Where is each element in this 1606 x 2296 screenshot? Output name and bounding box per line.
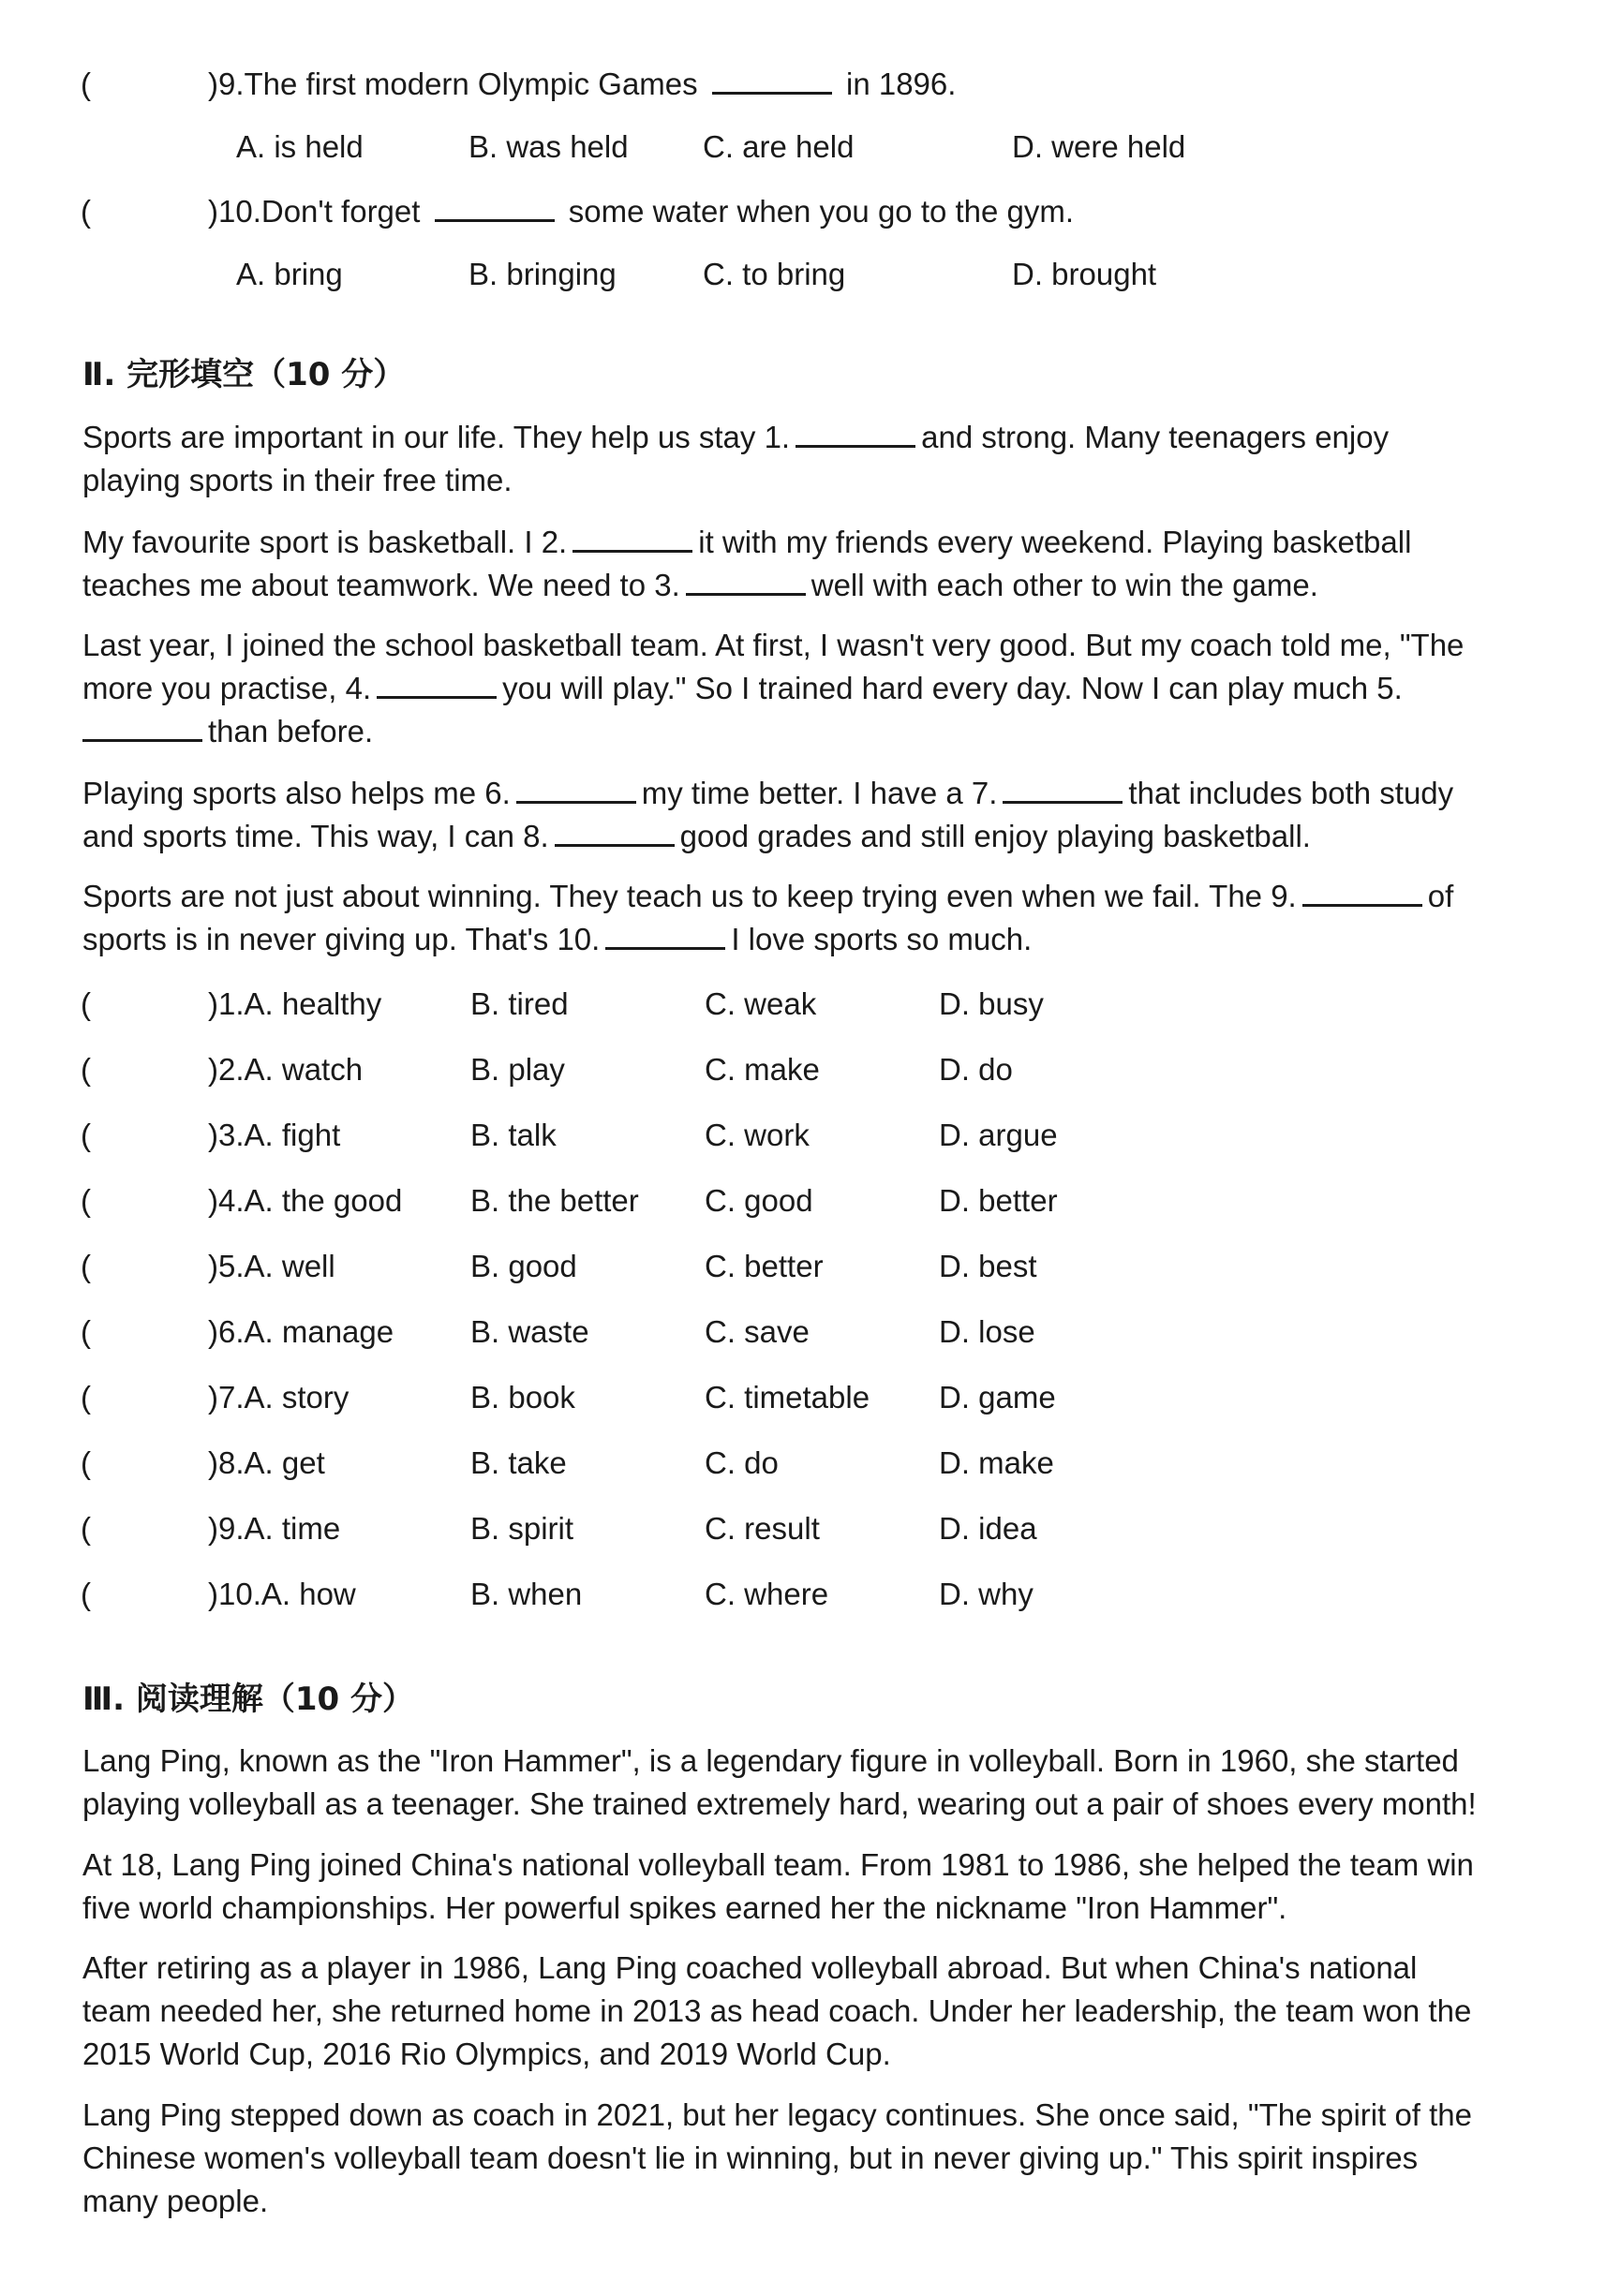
question-number: )10.: [208, 194, 261, 229]
option-c[interactable]: C. weak: [705, 986, 817, 1021]
option-a-text: A. healthy: [244, 986, 382, 1021]
cloze-paragraph-2: [82, 521, 1544, 607]
text: good grades and still enjoy playing basketball.: [679, 819, 1311, 853]
answer-paren[interactable]: (: [81, 67, 91, 101]
option-a[interactable]: [208, 1117, 340, 1154]
text: more you practise, 4.: [82, 671, 372, 705]
question-stem: [208, 193, 1074, 230]
option-b[interactable]: B. was held: [468, 129, 629, 164]
text: Sports are not just about winning. They teach us to keep trying even when we fail. The 9.: [82, 879, 1297, 913]
stem-after: some water when you go to the gym.: [568, 194, 1075, 229]
answer-paren[interactable]: (: [81, 1314, 91, 1349]
answer-paren[interactable]: (: [81, 986, 91, 1021]
option-d[interactable]: D. idea: [939, 1511, 1037, 1546]
blank-5[interactable]: [82, 715, 202, 742]
blank-3[interactable]: [686, 569, 806, 596]
text: of: [1427, 879, 1454, 913]
blank-1[interactable]: [796, 421, 915, 448]
question-number: )1.: [208, 986, 245, 1021]
text: teaches me about teamwork. We need to 3.: [82, 568, 680, 602]
blank-4[interactable]: [377, 672, 497, 699]
option-a[interactable]: [208, 1576, 356, 1613]
text: playing sports in their free time.: [82, 463, 513, 497]
text: well with each other to win the game.: [810, 568, 1318, 602]
question-number: )8.: [208, 1445, 245, 1480]
question-stem: [208, 66, 956, 103]
option-a-text: A. story: [244, 1380, 349, 1415]
option-c[interactable]: C. better: [705, 1249, 824, 1283]
text: you will play." So I trained hard every day. Now I can play much 5.: [502, 671, 1403, 705]
question-number: )5.: [208, 1249, 245, 1283]
reading-paragraph-3: [82, 1947, 1544, 2076]
blank-2[interactable]: [573, 526, 692, 553]
stem-before: Don't forget: [260, 194, 421, 229]
question-number: )3.: [208, 1118, 245, 1152]
option-d[interactable]: D. were held: [1012, 129, 1186, 164]
option-b[interactable]: B. the better: [470, 1183, 639, 1218]
option-a-text: A. time: [244, 1511, 341, 1546]
option-b[interactable]: B. tired: [470, 986, 569, 1021]
text: it with my friends every weekend. Playing basketball: [698, 525, 1412, 559]
question-number: )9.: [208, 1511, 245, 1546]
answer-paren[interactable]: (: [81, 194, 91, 229]
option-a-text: A. well: [244, 1249, 335, 1283]
option-a[interactable]: [208, 1510, 340, 1548]
cloze-paragraph-1: [82, 416, 1544, 502]
text-line: Lang Ping stepped down as coach in 2021, but her legacy continues. She once said, "The spirit of the: [82, 2097, 1473, 2132]
answer-paren[interactable]: (: [81, 1118, 91, 1152]
answer-paren[interactable]: (: [81, 1511, 91, 1546]
option-d[interactable]: D. lose: [939, 1314, 1035, 1349]
text: Last year, I joined the school basketball team. At first, I wasn't very good. But my coach told me, "The: [82, 628, 1465, 662]
option-b[interactable]: B. book: [470, 1380, 575, 1415]
text-line: playing volleyball as a teenager. She trained extremely hard, wearing out a pair of shoes every month!: [82, 1786, 1477, 1821]
stem-after: in 1896.: [845, 67, 957, 101]
text: I love sports so much.: [731, 922, 1033, 956]
option-a-text: A. get: [244, 1445, 325, 1480]
text-line: many people.: [82, 2184, 269, 2218]
option-d[interactable]: D. best: [939, 1249, 1037, 1283]
option-c[interactable]: C. save: [705, 1314, 810, 1349]
answer-paren[interactable]: (: [81, 1380, 91, 1415]
option-b[interactable]: B. bringing: [468, 257, 617, 291]
option-d[interactable]: D. argue: [939, 1118, 1058, 1152]
answer-paren[interactable]: (: [81, 1577, 91, 1611]
option-c[interactable]: C. do: [705, 1445, 779, 1480]
option-c[interactable]: C. where: [705, 1577, 829, 1611]
answer-paren[interactable]: (: [81, 1183, 91, 1218]
question-number: )7.: [208, 1380, 245, 1415]
text-line: Chinese women's volleyball team doesn't lie in winning, but in never giving up." This spirit inspires: [82, 2140, 1419, 2175]
blank-10[interactable]: [605, 923, 725, 950]
text-line: team needed her, she returned home in 2013 as head coach. Under her leadership, the team won the: [82, 1993, 1472, 2028]
option-c[interactable]: C. to bring: [703, 257, 846, 291]
option-a[interactable]: A. bring: [236, 257, 343, 291]
option-a-text: A. manage: [244, 1314, 394, 1349]
reading-paragraph-4: [82, 2094, 1544, 2223]
text-line: Lang Ping, known as the "Iron Hammer", is a legendary figure in volleyball. Born in 1960, she started: [82, 1743, 1459, 1778]
text: Playing sports also helps me 6.: [82, 776, 511, 810]
text: that includes both study: [1128, 776, 1454, 810]
text: sports is in never giving up. That's 10.: [82, 922, 601, 956]
blank-7[interactable]: [1003, 777, 1123, 804]
question-number: )9.: [208, 67, 245, 101]
text: My favourite sport is basketball. I 2.: [82, 525, 568, 559]
answer-blank[interactable]: [435, 195, 555, 222]
section-heading-cloze: Ⅱ. 完形填空（10 分）: [82, 356, 406, 393]
option-c[interactable]: C. timetable: [705, 1380, 870, 1415]
text: and strong. Many teenagers enjoy: [921, 420, 1390, 454]
option-d[interactable]: D. why: [939, 1577, 1033, 1611]
option-a[interactable]: [208, 985, 381, 1023]
option-d[interactable]: D. do: [939, 1052, 1013, 1087]
text: than before.: [208, 714, 374, 748]
option-a[interactable]: [208, 1444, 325, 1482]
option-c[interactable]: C. good: [705, 1183, 813, 1218]
answer-paren[interactable]: (: [81, 1052, 91, 1087]
stem-before: The first modern Olympic Games: [244, 67, 698, 101]
text: my time better. I have a 7.: [641, 776, 998, 810]
cloze-paragraph-5: [82, 875, 1544, 961]
question-number: )6.: [208, 1314, 245, 1349]
blank-8[interactable]: [555, 820, 675, 847]
cloze-paragraph-3: [82, 624, 1544, 753]
option-d[interactable]: D. brought: [1012, 257, 1157, 291]
option-a[interactable]: [208, 1379, 349, 1416]
option-d[interactable]: D. busy: [939, 986, 1044, 1021]
question-number: )10.: [208, 1577, 261, 1611]
text: and sports time. This way, I can 8.: [82, 819, 549, 853]
text-line: After retiring as a player in 1986, Lang Ping coached volleyball abroad. But when China's national: [82, 1950, 1418, 1985]
option-d[interactable]: D. better: [939, 1183, 1058, 1218]
option-d[interactable]: D. make: [939, 1445, 1054, 1480]
option-b[interactable]: B. play: [470, 1052, 565, 1087]
option-a-text: A. how: [260, 1577, 356, 1611]
option-b[interactable]: B. talk: [470, 1118, 557, 1152]
option-a[interactable]: A. is held: [236, 129, 364, 164]
reading-paragraph-2: [82, 1844, 1544, 1930]
option-a[interactable]: [208, 1313, 394, 1351]
option-a[interactable]: [208, 1051, 363, 1089]
option-c[interactable]: C. make: [705, 1052, 820, 1087]
option-c[interactable]: C. are held: [703, 129, 855, 164]
cloze-paragraph-4: [82, 772, 1544, 858]
option-b[interactable]: B. spirit: [470, 1511, 574, 1546]
blank-6[interactable]: [516, 777, 636, 804]
answer-blank[interactable]: [712, 67, 832, 95]
option-b[interactable]: B. when: [470, 1577, 583, 1611]
option-d[interactable]: D. game: [939, 1380, 1056, 1415]
option-a-text: A. fight: [244, 1118, 341, 1152]
option-b[interactable]: B. waste: [470, 1314, 589, 1349]
section-heading-reading: Ⅲ. 阅读理解（10 分）: [82, 1681, 415, 1718]
option-c[interactable]: C. result: [705, 1511, 820, 1546]
option-a-text: A. watch: [244, 1052, 364, 1087]
text-line: five world championships. Her powerful spikes earned her the nickname "Iron Hammer".: [82, 1890, 1287, 1925]
option-a[interactable]: [208, 1248, 335, 1285]
option-a-text: A. the good: [244, 1183, 403, 1218]
option-b[interactable]: B. take: [470, 1445, 567, 1480]
question-number: )4.: [208, 1183, 245, 1218]
text: Sports are important in our life. They help us stay 1.: [82, 420, 791, 454]
reading-paragraph-1: [82, 1740, 1544, 1826]
blank-9[interactable]: [1302, 880, 1422, 907]
option-c[interactable]: C. work: [705, 1118, 810, 1152]
answer-paren[interactable]: (: [81, 1445, 91, 1480]
question-number: )2.: [208, 1052, 245, 1087]
answer-paren[interactable]: (: [81, 1249, 91, 1283]
text-line: 2015 World Cup, 2016 Rio Olympics, and 2019 World Cup.: [82, 2037, 891, 2071]
option-b[interactable]: B. good: [470, 1249, 577, 1283]
text-line: At 18, Lang Ping joined China's national volleyball team. From 1981 to 1986, she helped the team win: [82, 1847, 1474, 1882]
option-a[interactable]: [208, 1182, 402, 1220]
